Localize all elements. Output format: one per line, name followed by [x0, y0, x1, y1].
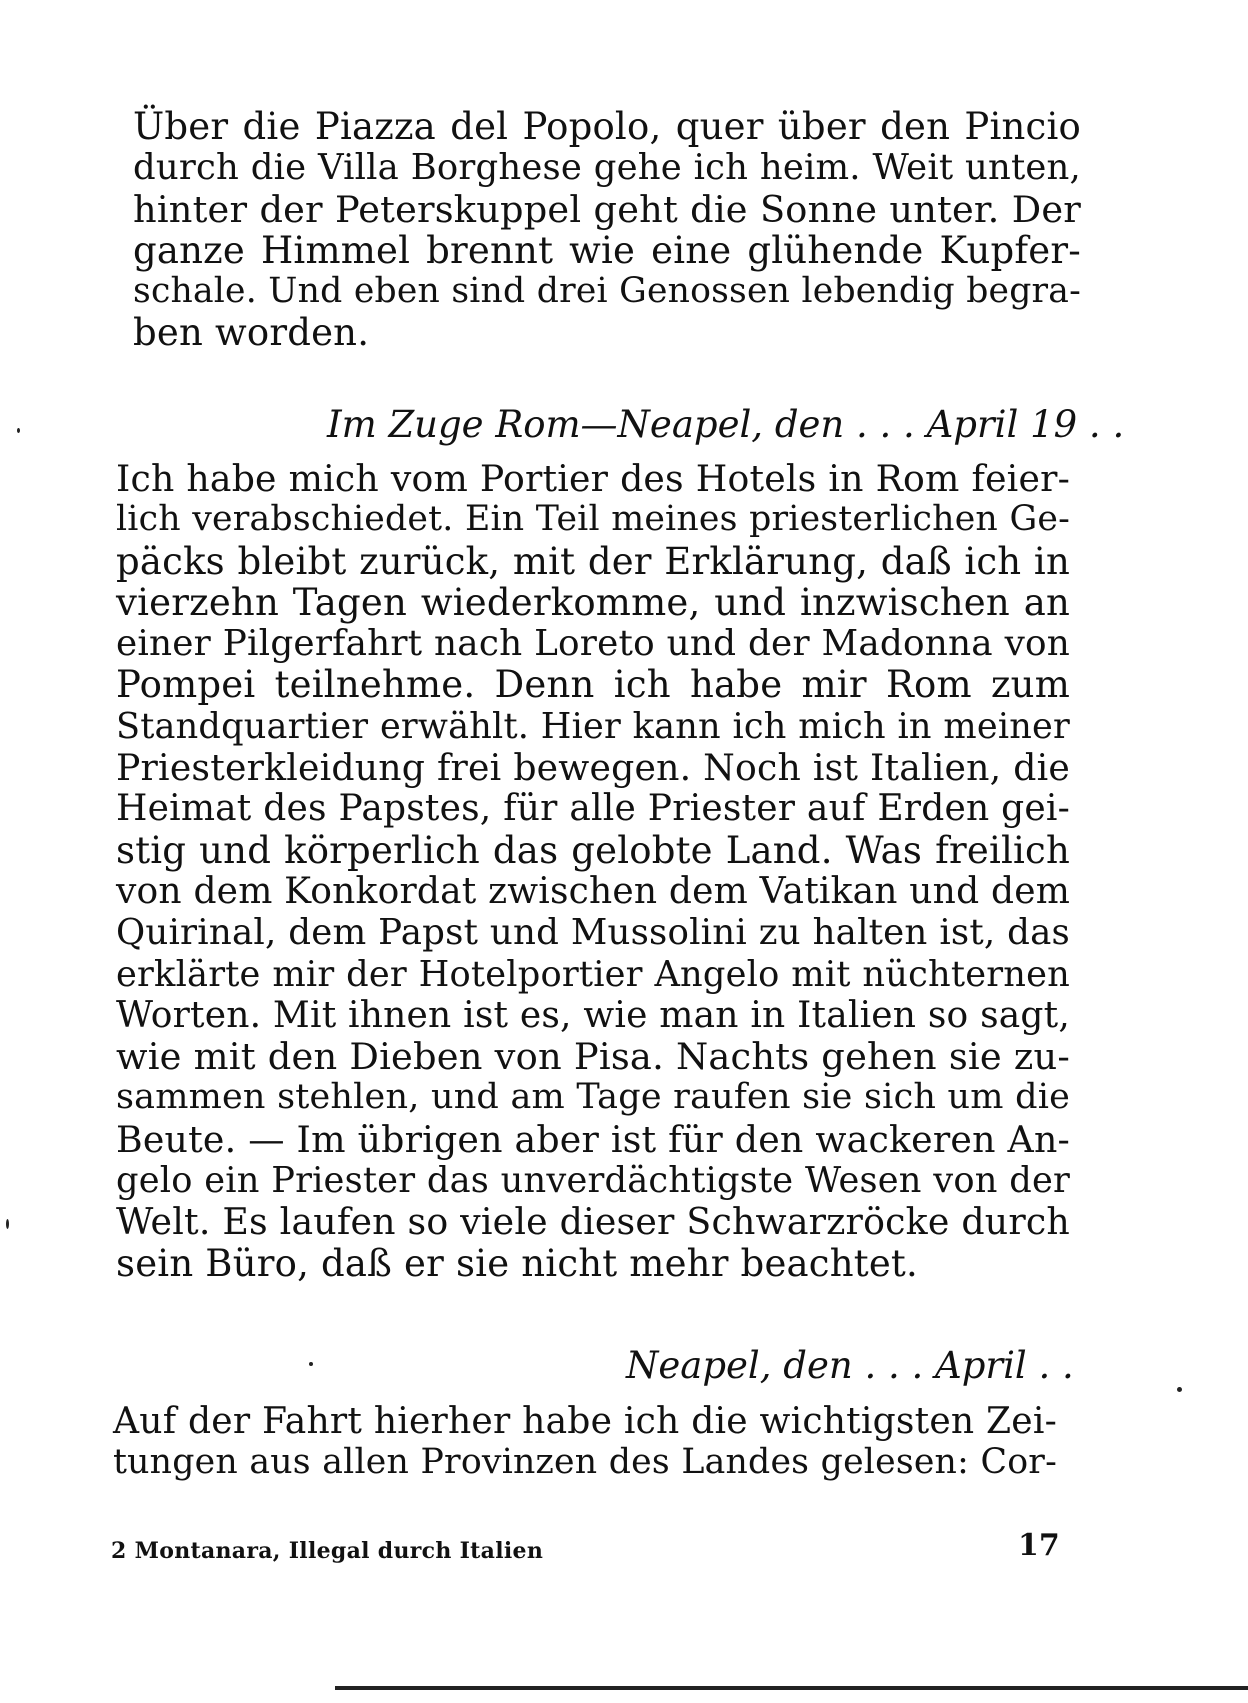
text-line: Über die Piazza del Popolo, quer über den Pincio	[133, 105, 1081, 148]
paragraph-1	[133, 106, 1081, 354]
text-line: Quirinal, dem Papst und Mussolini zu halten ist, das	[116, 912, 1070, 954]
dateline-rome-naples: Im Zuge Rom—Neapel, den . . . April 19 . .	[327, 403, 1125, 446]
text-line: ben worden.	[133, 311, 370, 355]
text-line: Auf der Fahrt hierher habe ich die wichtigsten Zei-	[113, 1400, 1057, 1442]
text-line: sammen stehlen, und am Tage raufen sie sich um die	[116, 1077, 1070, 1118]
text-line: einer Pilgerfahrt nach Loreto und der Madonna von	[116, 623, 1070, 665]
paragraph-2	[116, 458, 1070, 1284]
text-line: hinter der Peterskuppel geht die Sonne unter. Der	[133, 187, 1081, 231]
text-line: vierzehn Tagen wiederkomme, und inzwischen an	[116, 580, 1070, 624]
scan-edge-line	[335, 1686, 1248, 1690]
text-line: lich verabschiedet. Ein Teil meines priesterlichen Ge-	[116, 499, 1070, 540]
text-line: gelo ein Priester das unverdächtigste Wesen von der	[116, 1160, 1070, 1202]
text-line: ganze Himmel brennt wie eine glühende Kupfer-	[133, 228, 1081, 272]
text-line: schale. Und eben sind drei Genossen lebendig begra-	[133, 271, 1081, 312]
text-line: Welt. Es laufen so viele dieser Schwarzröcke durch	[116, 1200, 1070, 1244]
text-line: durch die Villa Borghese gehe ich heim. Weit unten,	[133, 147, 1081, 189]
text-line: Heimat des Papstes, für alle Priester auf Erden gei-	[116, 788, 1070, 830]
scan-speck	[1177, 1387, 1182, 1392]
text-line: Standquartier erwählt. Hier kann ich mich in meiner	[116, 705, 1070, 747]
scan-speck	[6, 1219, 9, 1229]
scan-speck	[309, 1362, 313, 1366]
text-line: tungen aus allen Provinzen des Landes gelesen: Cor-	[113, 1442, 1057, 1483]
text-line: sein Büro, daß er sie nicht mehr beachtet.	[116, 1241, 918, 1285]
text-line: Worten. Mit ihnen ist es, wie man in Italien so sagt,	[116, 994, 1070, 1036]
text-line: stig und körperlich das gelobte Land. Was freilich	[116, 828, 1070, 872]
dateline-naples: Neapel, den . . . April . .	[626, 1344, 1074, 1387]
text-line: Pompei teilnehme. Denn ich habe mir Rom zum	[116, 663, 1070, 707]
text-line: von dem Konkordat zwischen dem Vatikan und dem	[116, 870, 1071, 912]
footer-source-line: 2 Montanara, Illegal durch Italien	[111, 1538, 544, 1564]
text-line: Beute. — Im übrigen aber ist für den wackeren An-	[116, 1117, 1070, 1161]
text-line: erklärte mir der Hotelportier Angelo mit nüchternen	[116, 953, 1070, 995]
text-line: wie mit den Dieben von Pisa. Nachts gehen sie zu-	[116, 1035, 1070, 1079]
page-number: 17	[1018, 1528, 1060, 1563]
text-line: Priesterkleidung frei bewegen. Noch ist Italien, die	[116, 746, 1070, 790]
text-line: päcks bleibt zurück, mit der Erklärung, daß ich in	[116, 539, 1070, 583]
text-line: Ich habe mich vom Portier des Hotels in Rom feier-	[116, 457, 1070, 500]
scan-speck	[17, 428, 20, 433]
paragraph-3	[113, 1401, 1057, 1484]
